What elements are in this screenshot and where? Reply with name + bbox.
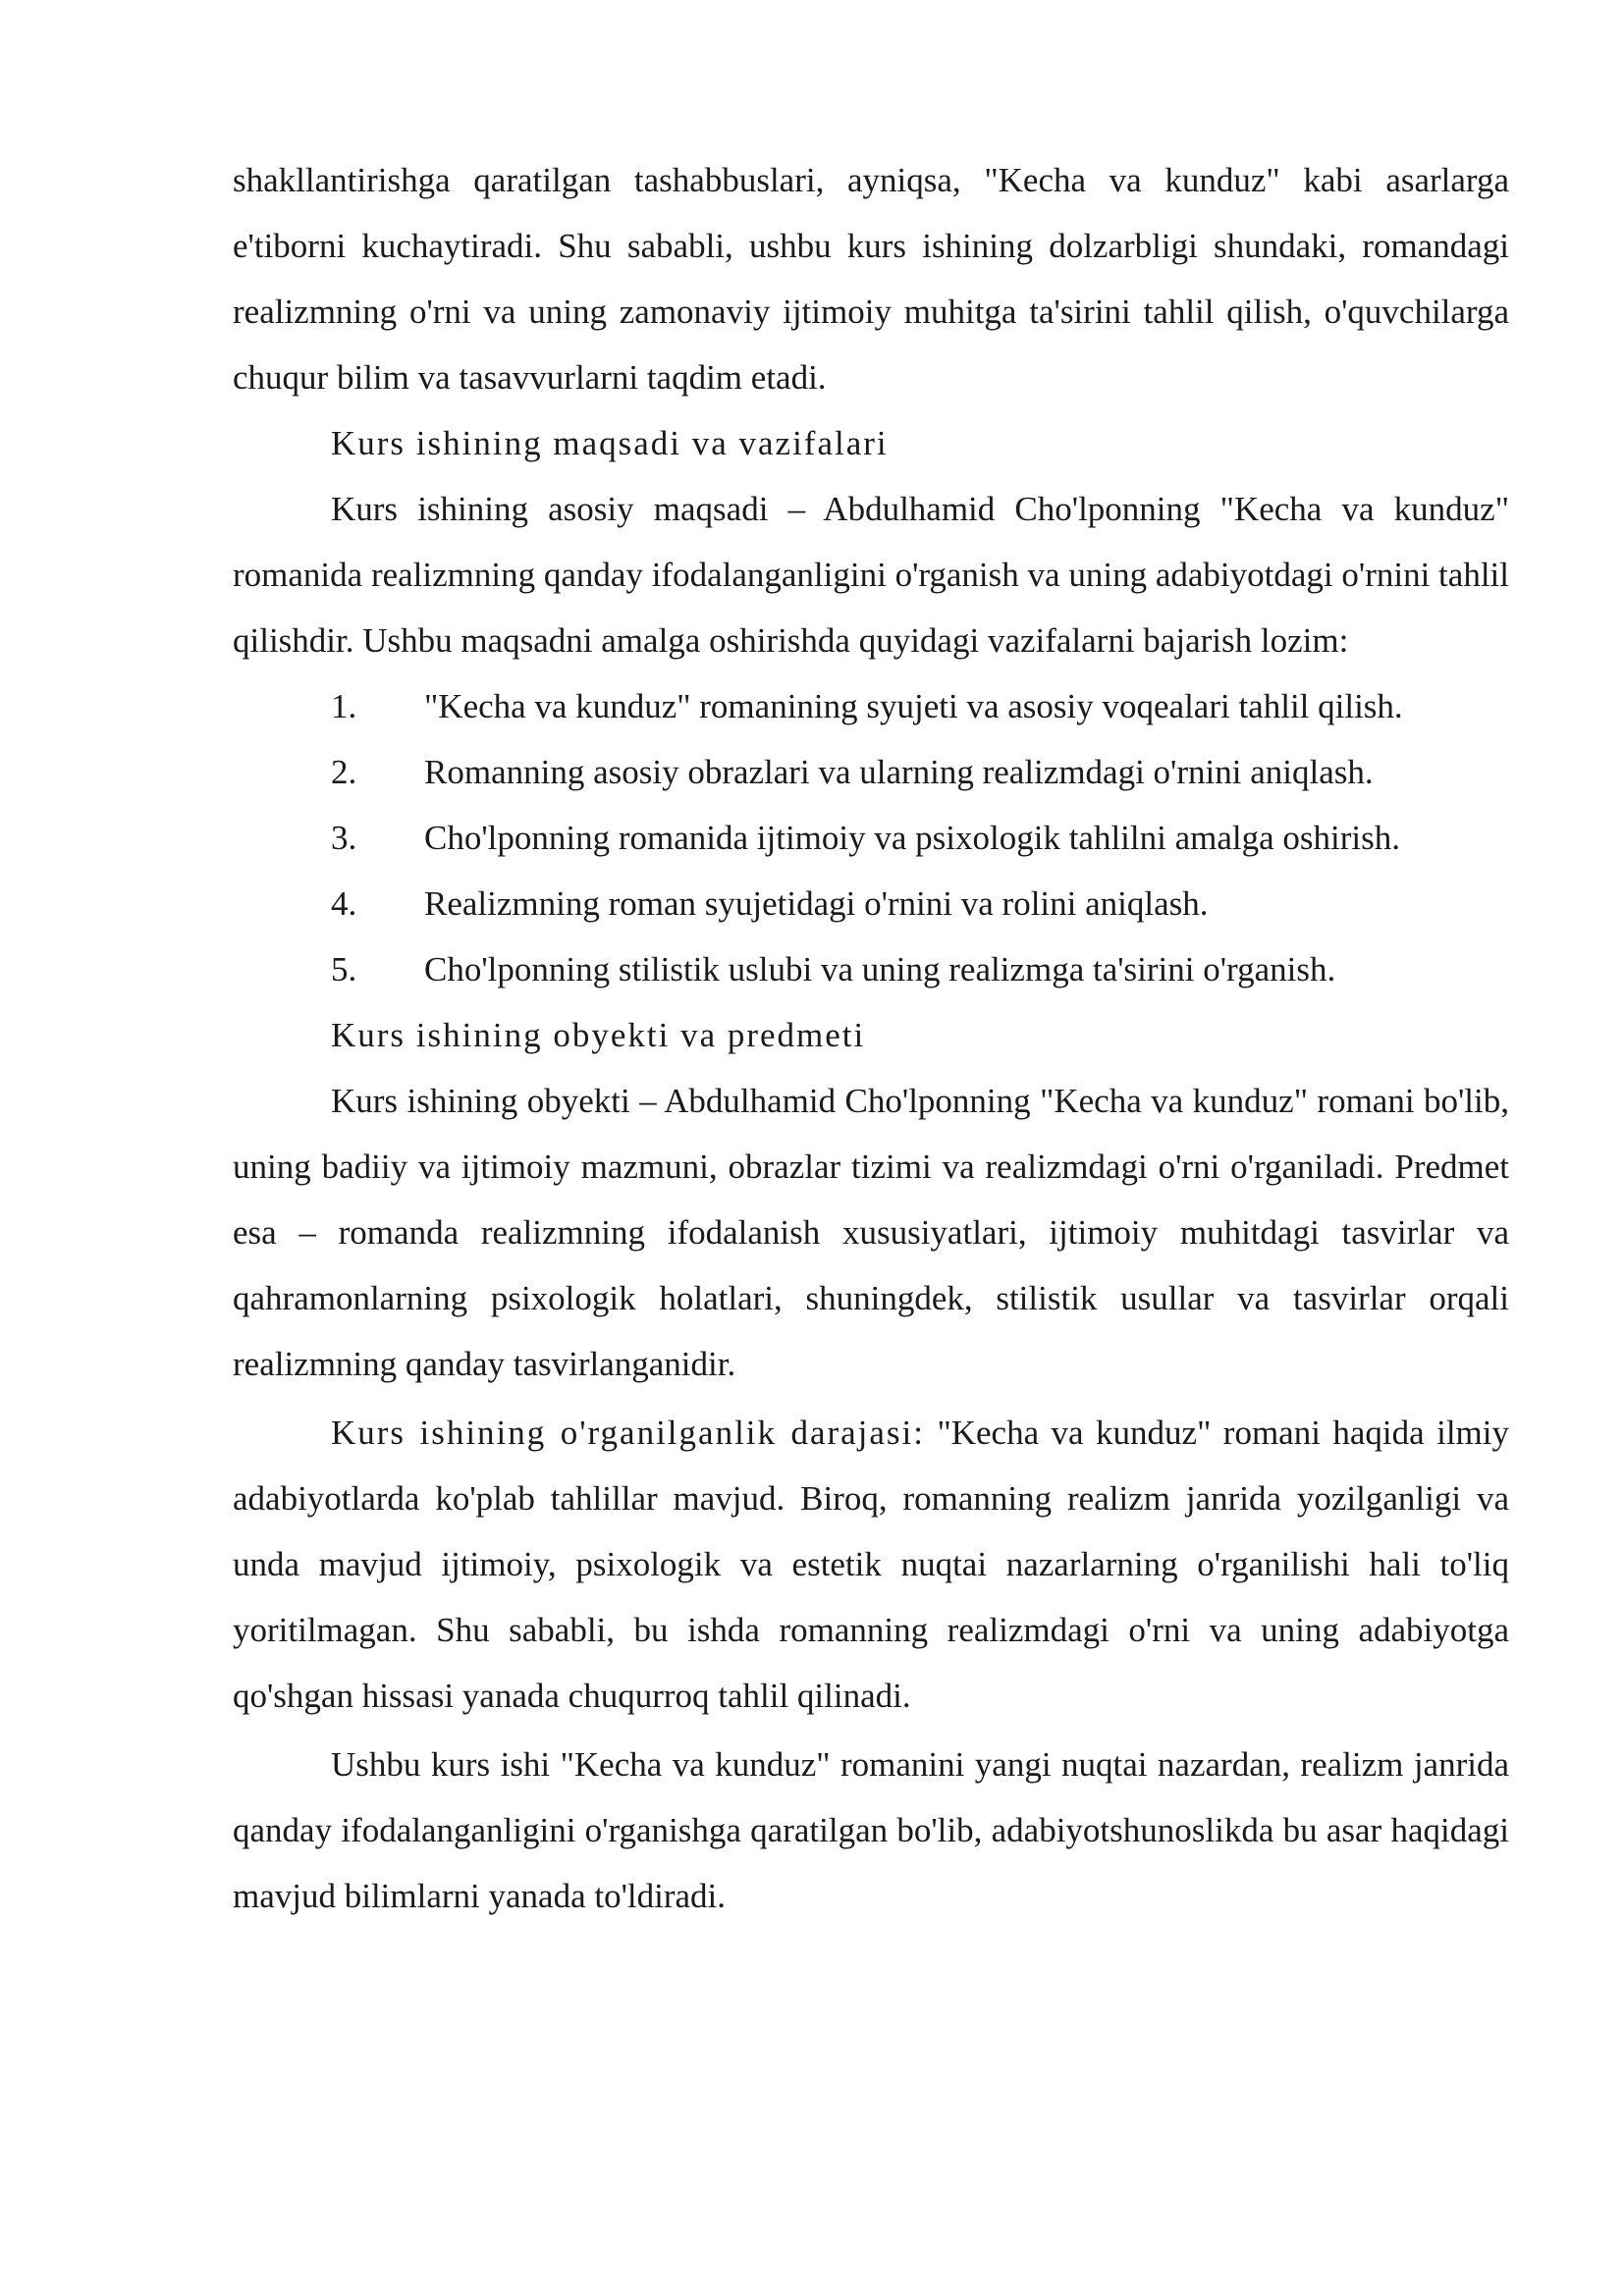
goals-heading: Kurs ishining maqsadi va vazifalari: [331, 424, 889, 462]
study-paragraph-text: "Kecha va kunduz" romani haqida ilmiy adabiyotlarda ko'plab tahlillar mavjud. Biroq, romanning realizm janrida yozilganligi va unda mavjud ijtimoiy, psixologik va estetik nuqtai nazarlarning o'rganilishi hali to'liq yoritilmagan. Shu sababli, bu ishda romanning realizmdagi o'rni va uning adabiyotga qo'shgan hissasi yanada chuqurroq tahlil qilinadi.: [233, 1414, 1509, 1715]
task-text: Cho'lponning stilistik uslubi va uning realizmga ta'sirini o'rganish.: [424, 950, 1336, 988]
object-heading: Kurs ishining obyekti va predmeti: [331, 1016, 866, 1054]
task-number: 3.: [331, 819, 357, 857]
task-number: 2.: [331, 753, 357, 791]
task-text: Cho'lponning romanida ijtimoiy va psixologik tahlilni amalga oshirish.: [424, 819, 1400, 857]
task-item: [233, 805, 1509, 871]
task-list: [233, 673, 1509, 1002]
task-text: Romanning asosiy obrazlari va ularning realizmdagi o'rnini aniqlash.: [424, 753, 1374, 791]
study-paragraph: [233, 1400, 1509, 1729]
conclusion-paragraph: Ushbu kurs ishi "Kecha va kunduz" romanini yangi nuqtai nazardan, realizm janrida qanday ifodalanganligini o'rganishga qaratilgan bo'lib, adabiyotshunoslikda bu asar haqidagi mavjud bilimlarni yanada to'ldiradi.: [233, 1745, 1509, 1915]
task-text: "Kecha va kunduz" romanining syujeti va asosiy voqealari tahlil qilish.: [424, 687, 1403, 725]
intro-paragraph: shakllantirishga qaratilgan tashabbuslari, ayniqsa, "Kecha va kunduz" kabi asarlarga e'tiborni kuchaytiradi. Shu sababli, ushbu kurs ishining dolzarbligi shundaki, romandagi realizmning o'rni va uning zamonaviy ijtimoiy muhitga ta'sirini tahlil qilish, o'quvchilarga chuqur bilim va tasavvurlarni taqdim etadi.: [233, 161, 1509, 397]
task-number: 5.: [331, 950, 357, 988]
task-item: [233, 936, 1509, 1002]
task-item: [233, 871, 1509, 936]
goal-paragraph: Kurs ishining asosiy maqsadi – Abdulhamid Cho'lponning "Kecha va kunduz" romanida realizmning qanday ifodalanganligini o'rganish va uning adabiyotdagi o'rnini tahlil qilishdir. Ushbu maqsadni amalga oshirishda quyidagi vazifalarni bajarish lozim:: [233, 490, 1509, 660]
task-number: 1.: [331, 687, 357, 725]
object-paragraph: Kurs ishining obyekti – Abdulhamid Cho'lponning "Kecha va kunduz" romani bo'lib, uning badiiy va ijtimoiy mazmuni, obrazlar tizimi va realizmdagi o'rni o'rganiladi. Predmet esa – romanda realizmning ifodalanish xususiyatlari, ijtimoiy muhitdagi tasvirlar va qahramonlarning psixologik holatlari, shuningdek, stilistik usullar va tasvirlar orqali realizmning qanday tasvirlanganidir.: [233, 1082, 1509, 1383]
task-item: [233, 739, 1509, 805]
document-body: [233, 147, 1509, 1929]
task-text: Realizmning roman syujetidagi o'rnini va rolini aniqlash.: [424, 884, 1209, 923]
study-heading-label: Kurs ishining o'rganilganlik darajasi:: [331, 1414, 926, 1452]
task-item: [233, 673, 1509, 739]
task-number: 4.: [331, 884, 357, 923]
